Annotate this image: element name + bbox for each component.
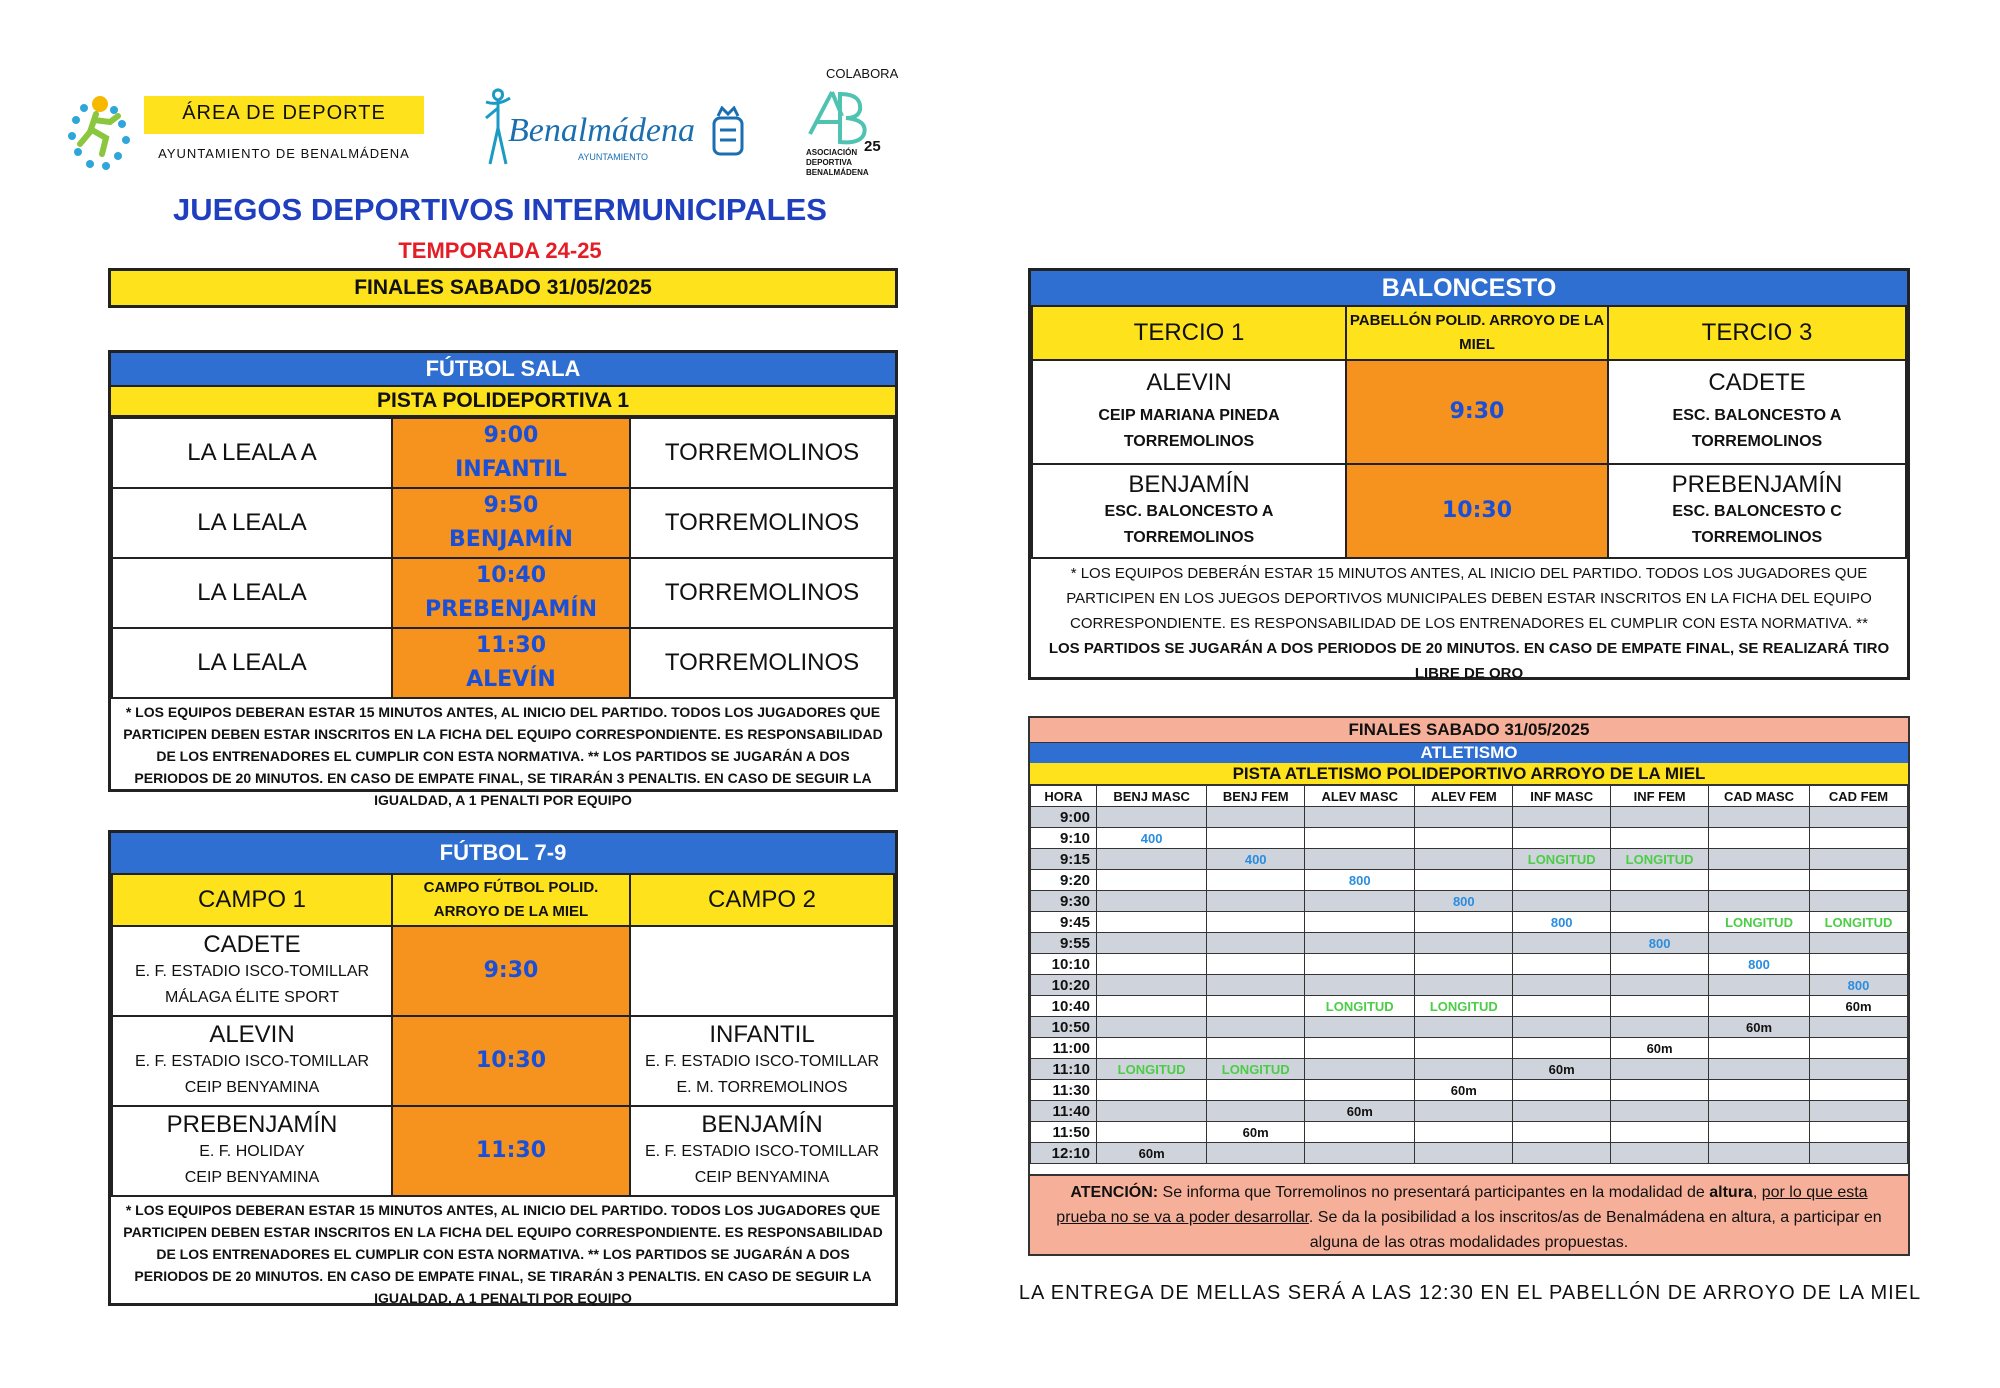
event-cell-cad-masc bbox=[1709, 1038, 1810, 1059]
event-cell-alev-fem bbox=[1415, 933, 1513, 954]
time-cell: 10:10 bbox=[1031, 954, 1097, 975]
event-cell-cad-masc bbox=[1709, 1059, 1810, 1080]
futbol79-title: FÚTBOL 7-9 bbox=[111, 833, 895, 873]
event-cell-cad-fem bbox=[1810, 1122, 1908, 1143]
logo-asociacion bbox=[800, 86, 900, 186]
event-cell-alev-fem bbox=[1415, 912, 1513, 933]
colabora-label: COLABORA bbox=[826, 66, 899, 81]
logo-area-deporte bbox=[62, 92, 432, 172]
event-cell-alev-fem bbox=[1415, 828, 1513, 849]
team-a: ESC. BALONCESTO A bbox=[1672, 407, 1842, 424]
event-cell-inf-fem bbox=[1611, 1101, 1709, 1122]
event-cell-cad-fem bbox=[1810, 1080, 1908, 1101]
campo1-header: CAMPO 1 bbox=[112, 874, 392, 926]
event-cell-alev-masc bbox=[1305, 1122, 1415, 1143]
table-row bbox=[112, 1106, 894, 1196]
category: ALEVIN bbox=[1146, 369, 1232, 396]
event-cell-benj-masc bbox=[1097, 1101, 1207, 1122]
table-header-row bbox=[1031, 786, 1908, 807]
match-time: 10:30 bbox=[1441, 498, 1513, 523]
event-cell-inf-fem bbox=[1611, 1017, 1709, 1038]
event-cell-benj-fem bbox=[1207, 1038, 1305, 1059]
event-cell-inf-masc bbox=[1513, 1038, 1611, 1059]
event-cell-inf-fem bbox=[1611, 1122, 1709, 1143]
category: CADETE bbox=[203, 931, 301, 958]
event-cell-benj-masc: 400 bbox=[1097, 828, 1207, 849]
team-a: ESC. BALONCESTO A bbox=[1104, 503, 1274, 520]
attention-text: Se informa que Torremolinos no presentará participantes en la modalidad de bbox=[1158, 1184, 1710, 1201]
team-b: TORREMOLINOS bbox=[1691, 529, 1823, 546]
area-deporte-label: ÁREA DE DEPORTE bbox=[182, 102, 386, 124]
event-cell-alev-masc bbox=[1305, 1038, 1415, 1059]
team-b: TORREMOLINOS bbox=[1691, 433, 1823, 450]
event-cell-benj-fem bbox=[1207, 954, 1305, 975]
match-time: 11:30 bbox=[475, 633, 547, 658]
event-cell-benj-fem bbox=[1207, 975, 1305, 996]
event-cell-inf-fem bbox=[1611, 891, 1709, 912]
time-cell: 11:50 bbox=[1031, 1122, 1097, 1143]
event-cell-alev-fem: LONGITUD bbox=[1415, 996, 1513, 1017]
event-cell-cad-masc: LONGITUD bbox=[1709, 912, 1810, 933]
event-cell-cad-fem bbox=[1810, 807, 1908, 828]
team-a: E. F. ESTADIO ISCO-TOMILLAR bbox=[644, 1143, 880, 1160]
team-b: TORREMOLINOS bbox=[1123, 433, 1255, 450]
event-cell-alev-fem bbox=[1415, 1038, 1513, 1059]
team-b: TORREMOLINOS bbox=[1123, 529, 1255, 546]
event-cell-alev-fem: 60m bbox=[1415, 1080, 1513, 1101]
ab-logo-icon bbox=[802, 86, 882, 146]
event-cell-cad-masc: 60m bbox=[1709, 1017, 1810, 1038]
table-row bbox=[112, 628, 894, 698]
event-cell-inf-masc bbox=[1513, 996, 1611, 1017]
match-category: PREBENJAMÍN bbox=[424, 597, 597, 622]
event-cell-benj-masc bbox=[1097, 933, 1207, 954]
logo-benalmadena bbox=[478, 88, 748, 170]
col-alev-fem: ALEV FEM bbox=[1415, 786, 1513, 807]
event-cell-benj-masc bbox=[1097, 870, 1207, 891]
event-cell-benj-fem bbox=[1207, 1080, 1305, 1101]
atletismo-venue: PISTA ATLETISMO POLIDEPORTIVO ARROYO DE LA MIEL bbox=[1030, 763, 1908, 785]
table-row bbox=[112, 926, 894, 1016]
event-cell-alev-fem bbox=[1415, 807, 1513, 828]
event-cell-cad-masc bbox=[1709, 1101, 1810, 1122]
time-cell: 9:15 bbox=[1031, 849, 1097, 870]
event-cell-benj-masc bbox=[1097, 1038, 1207, 1059]
event-cell-benj-masc: LONGITUD bbox=[1097, 1059, 1207, 1080]
event-cell-inf-fem bbox=[1611, 870, 1709, 891]
col-benj-fem: BENJ FEM bbox=[1207, 786, 1305, 807]
event-cell-cad-masc bbox=[1709, 1143, 1810, 1164]
event-cell-benj-masc bbox=[1097, 1080, 1207, 1101]
event-cell-inf-fem bbox=[1611, 1059, 1709, 1080]
event-cell-cad-fem bbox=[1810, 1059, 1908, 1080]
event-cell-benj-masc bbox=[1097, 849, 1207, 870]
event-cell-benj-fem: LONGITUD bbox=[1207, 1059, 1305, 1080]
ayuntamiento-label: AYUNTAMIENTO DE BENALMÁDENA bbox=[158, 146, 410, 161]
event-cell-cad-fem bbox=[1810, 849, 1908, 870]
event-cell-alev-fem bbox=[1415, 870, 1513, 891]
event-cell-alev-masc bbox=[1305, 807, 1415, 828]
event-cell-benj-masc bbox=[1097, 1017, 1207, 1038]
attention-text-end: . Se da la posibilidad a los inscritos/as de Benalmádena en altura, a participar en alguna de las otras modalidades propuestas. bbox=[1308, 1209, 1882, 1251]
match-time: 9:30 bbox=[1449, 399, 1505, 424]
table-row bbox=[1031, 807, 1908, 828]
event-cell-benj-fem bbox=[1207, 912, 1305, 933]
table-row bbox=[1031, 912, 1908, 933]
event-cell-alev-fem: 800 bbox=[1415, 891, 1513, 912]
home-team: LA LEALA bbox=[112, 488, 392, 558]
team-b: CEIP BENYAMINA bbox=[184, 1169, 320, 1186]
event-cell-cad-masc bbox=[1709, 1080, 1810, 1101]
event-cell-inf-masc bbox=[1513, 954, 1611, 975]
table-row bbox=[1031, 849, 1908, 870]
futbol-sala-venue: PISTA POLIDEPORTIVA 1 bbox=[111, 385, 895, 417]
table-row bbox=[112, 558, 894, 628]
event-cell-inf-masc: 800 bbox=[1513, 912, 1611, 933]
event-cell-benj-fem bbox=[1207, 933, 1305, 954]
event-cell-inf-fem: 60m bbox=[1611, 1038, 1709, 1059]
event-cell-benj-masc bbox=[1097, 912, 1207, 933]
event-cell-cad-fem bbox=[1810, 828, 1908, 849]
match-time: 11:30 bbox=[475, 1138, 547, 1163]
event-cell-cad-masc bbox=[1709, 996, 1810, 1017]
away-team: TORREMOLINOS bbox=[630, 628, 894, 698]
attention-label: ATENCIÓN: bbox=[1070, 1184, 1159, 1201]
event-cell-alev-masc bbox=[1305, 912, 1415, 933]
attention-sep: , bbox=[1752, 1184, 1762, 1201]
time-cell: 9:20 bbox=[1031, 870, 1097, 891]
table-row bbox=[1032, 360, 1906, 464]
category: ALEVIN bbox=[209, 1021, 295, 1048]
col-cad-fem: CAD FEM bbox=[1810, 786, 1908, 807]
event-cell-benj-fem bbox=[1207, 1017, 1305, 1038]
time-cell: 10:20 bbox=[1031, 975, 1097, 996]
event-cell-benj-fem bbox=[1207, 996, 1305, 1017]
event-cell-benj-fem bbox=[1207, 828, 1305, 849]
match-category: BENJAMÍN bbox=[449, 527, 573, 552]
event-cell-inf-masc bbox=[1513, 975, 1611, 996]
event-cell-benj-masc bbox=[1097, 891, 1207, 912]
table-header-row bbox=[1032, 306, 1906, 360]
benalmadena-name: Benalmádena bbox=[508, 112, 695, 149]
asoc-line3: BENALMÁDENA bbox=[806, 168, 869, 177]
event-cell-cad-fem: 800 bbox=[1810, 975, 1908, 996]
footer-note: LA ENTREGA DE MELLAS SERÁ A LAS 12:30 EN EL PABELLÓN DE ARROYO DE LA MIEL bbox=[1018, 1282, 1922, 1304]
event-cell-cad-fem bbox=[1810, 1017, 1908, 1038]
match-category: INFANTIL bbox=[455, 457, 567, 482]
event-cell-alev-fem bbox=[1415, 1059, 1513, 1080]
event-cell-alev-masc bbox=[1305, 1080, 1415, 1101]
col-hora: HORA bbox=[1031, 786, 1097, 807]
event-cell-alev-masc bbox=[1305, 975, 1415, 996]
event-cell-cad-fem bbox=[1810, 1101, 1908, 1122]
table-row bbox=[112, 488, 894, 558]
atletismo-table bbox=[1030, 785, 1908, 1164]
event-cell-cad-masc bbox=[1709, 1122, 1810, 1143]
event-cell-benj-fem bbox=[1207, 891, 1305, 912]
event-cell-alev-fem bbox=[1415, 1143, 1513, 1164]
event-cell-inf-fem bbox=[1611, 912, 1709, 933]
time-cell: 9:30 bbox=[1031, 891, 1097, 912]
event-cell-inf-fem bbox=[1611, 1143, 1709, 1164]
event-cell-inf-masc bbox=[1513, 1080, 1611, 1101]
event-cell-benj-fem: 60m bbox=[1207, 1122, 1305, 1143]
event-cell-alev-masc: 60m bbox=[1305, 1101, 1415, 1122]
tercio3-header: TERCIO 3 bbox=[1608, 306, 1906, 360]
time-cell: 11:40 bbox=[1031, 1101, 1097, 1122]
event-cell-alev-masc bbox=[1305, 1059, 1415, 1080]
event-cell-inf-fem bbox=[1611, 1080, 1709, 1101]
event-cell-inf-masc: 60m bbox=[1513, 1059, 1611, 1080]
event-cell-inf-fem bbox=[1611, 954, 1709, 975]
event-cell-cad-masc bbox=[1709, 849, 1810, 870]
event-cell-alev-masc: 800 bbox=[1305, 870, 1415, 891]
futbol79-note: * LOS EQUIPOS DEBERAN ESTAR 15 MINUTOS ANTES, AL INICIO DEL PARTIDO. TODOS LOS JUGADORES QUE PARTICIPEN DEBEN ESTAR INSCRITOS EN LA FICHA DEL EQUIPO CORRESPONDIENTE. ES RESPONSABILIDAD DE LOS ENTRENADORES EL CUMPLIR CON ESTA NORMATIVA. ** LOS PARTIDOS SE JUGARÁN A DOS PERIODOS DE 20 MINUTOS. EN CASO DE EMPATE FINAL, SE TIRARÁN 3 PENALTIS. EN CASO DE SEGUIR LA IGUALDAD, A 1 PENALTI POR EQUIPO bbox=[123, 1202, 883, 1306]
home-team: LA LEALA A bbox=[112, 418, 392, 488]
away-team: TORREMOLINOS bbox=[630, 488, 894, 558]
event-cell-alev-masc bbox=[1305, 933, 1415, 954]
asoc-number: 25 bbox=[864, 138, 881, 155]
event-cell-inf-masc bbox=[1513, 1017, 1611, 1038]
event-cell-alev-fem bbox=[1415, 975, 1513, 996]
event-cell-benj-fem bbox=[1207, 870, 1305, 891]
event-cell-cad-fem: LONGITUD bbox=[1810, 912, 1908, 933]
finals-banner: FINALES SABADO 31/05/2025 bbox=[108, 268, 898, 308]
atletismo-finals: FINALES SABADO 31/05/2025 bbox=[1030, 718, 1908, 743]
event-cell-benj-masc bbox=[1097, 975, 1207, 996]
event-cell-cad-masc bbox=[1709, 975, 1810, 996]
venue-header: PABELLÓN POLID. ARROYO DE LA MIEL bbox=[1346, 306, 1608, 360]
futbol-sala-table bbox=[111, 417, 895, 699]
match-time: 9:00 bbox=[483, 423, 539, 448]
event-cell-alev-fem bbox=[1415, 1122, 1513, 1143]
table-row bbox=[1031, 954, 1908, 975]
table-row bbox=[1031, 1122, 1908, 1143]
tercio1-header: TERCIO 1 bbox=[1032, 306, 1346, 360]
match-time: 10:30 bbox=[475, 1048, 547, 1073]
time-cell: 9:10 bbox=[1031, 828, 1097, 849]
table-row bbox=[1031, 1101, 1908, 1122]
team-b: CEIP BENYAMINA bbox=[184, 1079, 320, 1096]
event-cell-inf-masc bbox=[1513, 933, 1611, 954]
event-cell-benj-masc bbox=[1097, 996, 1207, 1017]
home-team: LA LEALA bbox=[112, 558, 392, 628]
col-inf-masc: INF MASC bbox=[1513, 786, 1611, 807]
table-row bbox=[1032, 464, 1906, 558]
table-row bbox=[1031, 1080, 1908, 1101]
event-cell-inf-masc bbox=[1513, 870, 1611, 891]
event-cell-benj-fem bbox=[1207, 1143, 1305, 1164]
category: PREBENJAMÍN bbox=[1671, 471, 1843, 498]
baloncesto-note: * LOS EQUIPOS DEBERÁN ESTAR 15 MINUTOS ANTES, AL INICIO DEL PARTIDO. TODOS LOS JUGADORES QUE PARTICIPEN EN LOS JUEGOS DEPORTIVOS MUNICIPALES DEBEN ESTAR INSCRITOS EN LA FICHA DEL EQUIPO CORRESPONDIENTE. ES RESPONSABILIDAD DE LOS ENTRENADORES EL CUMPLIR CON ESTA NORMATIVA. ** bbox=[1066, 565, 1872, 632]
coat-of-arms-icon bbox=[710, 106, 746, 162]
attention-box bbox=[1030, 1174, 1908, 1254]
table-row bbox=[1031, 996, 1908, 1017]
asoc-line2: DEPORTIVA bbox=[806, 158, 853, 167]
match-time: 9:30 bbox=[483, 958, 539, 983]
asoc-line1: ASOCIACIÓN bbox=[806, 148, 858, 157]
futbol79-table bbox=[111, 873, 895, 1197]
event-cell-inf-masc bbox=[1513, 891, 1611, 912]
event-cell-cad-masc bbox=[1709, 828, 1810, 849]
table-row bbox=[1031, 1038, 1908, 1059]
season-label: TEMPORADA 24-25 bbox=[398, 238, 602, 263]
match-time: 9:50 bbox=[483, 493, 539, 518]
match-category: ALEVÍN bbox=[466, 667, 556, 692]
event-cell-alev-masc bbox=[1305, 954, 1415, 975]
event-cell-cad-fem bbox=[1810, 870, 1908, 891]
event-cell-benj-fem: 400 bbox=[1207, 849, 1305, 870]
time-cell: 10:40 bbox=[1031, 996, 1097, 1017]
table-row bbox=[1031, 870, 1908, 891]
category: INFANTIL bbox=[709, 1021, 815, 1048]
event-cell-benj-masc bbox=[1097, 807, 1207, 828]
category: CADETE bbox=[1708, 369, 1806, 396]
event-cell-inf-masc bbox=[1513, 1101, 1611, 1122]
baloncesto-table bbox=[1031, 305, 1907, 559]
team-a: E. F. HOLIDAY bbox=[199, 1143, 305, 1160]
event-cell-inf-masc bbox=[1513, 828, 1611, 849]
time-cell: 10:50 bbox=[1031, 1017, 1097, 1038]
table-row bbox=[1031, 975, 1908, 996]
event-cell-cad-masc bbox=[1709, 891, 1810, 912]
table-row bbox=[1031, 1143, 1908, 1164]
runner-icon bbox=[62, 92, 138, 172]
time-cell: 11:30 bbox=[1031, 1080, 1097, 1101]
away-team: TORREMOLINOS bbox=[630, 418, 894, 488]
venue-header: CAMPO FÚTBOL POLID. ARROYO DE LA MIEL bbox=[392, 874, 630, 926]
futbol79-section bbox=[108, 830, 898, 1306]
team-b: CEIP BENYAMINA bbox=[694, 1169, 830, 1186]
table-header-row bbox=[112, 874, 894, 926]
event-cell-inf-masc bbox=[1513, 1143, 1611, 1164]
team-a: CEIP MARIANA PINEDA bbox=[1098, 407, 1280, 424]
event-cell-alev-masc bbox=[1305, 1143, 1415, 1164]
baloncesto-section bbox=[1028, 268, 1910, 680]
team-b: MÁLAGA ÉLITE SPORT bbox=[165, 989, 339, 1006]
table-row bbox=[112, 418, 894, 488]
event-cell-inf-fem: 800 bbox=[1611, 933, 1709, 954]
event-cell-benj-fem bbox=[1207, 807, 1305, 828]
event-cell-inf-fem: LONGITUD bbox=[1611, 849, 1709, 870]
event-cell-cad-fem: 60m bbox=[1810, 996, 1908, 1017]
attention-bold: altura bbox=[1709, 1184, 1753, 1201]
table-row bbox=[1031, 1017, 1908, 1038]
event-cell-alev-masc bbox=[1305, 828, 1415, 849]
event-cell-cad-fem bbox=[1810, 891, 1908, 912]
table-row bbox=[112, 1016, 894, 1106]
time-cell: 9:00 bbox=[1031, 807, 1097, 828]
team-b: E. M. TORREMOLINOS bbox=[676, 1079, 848, 1096]
attention-underlined: por lo que esta prueba no se va a poder desarrollar bbox=[1056, 1184, 1868, 1226]
home-team: LA LEALA bbox=[112, 628, 392, 698]
event-cell-alev-fem bbox=[1415, 1017, 1513, 1038]
event-cell-alev-fem bbox=[1415, 1101, 1513, 1122]
time-cell: 11:10 bbox=[1031, 1059, 1097, 1080]
event-cell-alev-fem bbox=[1415, 954, 1513, 975]
event-cell-alev-masc bbox=[1305, 849, 1415, 870]
event-cell-benj-masc bbox=[1097, 954, 1207, 975]
time-cell: 11:00 bbox=[1031, 1038, 1097, 1059]
event-cell-benj-masc bbox=[1097, 1122, 1207, 1143]
col-cad-masc: CAD MASC bbox=[1709, 786, 1810, 807]
futbol-sala-note: * LOS EQUIPOS DEBERAN ESTAR 15 MINUTOS ANTES, AL INICIO DEL PARTIDO. TODOS LOS JUGADORES QUE PARTICIPEN DEBEN ESTAR INSCRITOS EN LA FICHA DEL EQUIPO CORRESPONDIENTE. ES RESPONSABILIDAD DE LOS ENTRENADORES EL CUMPLIR CON ESTA NORMATIVA. ** LOS PARTIDOS SE JUGARÁN A DOS PERIODOS DE 20 MINUTOS. EN CASO DE EMPATE FINAL, SE TIRARÁN 3 PENALTIS. EN CASO DE SEGUIR LA IGUALDAD, A 1 PENALTI POR EQUIPO bbox=[123, 704, 883, 808]
event-cell-cad-masc bbox=[1709, 870, 1810, 891]
page-title: JUEGOS DEPORTIVOS INTERMUNICIPALES bbox=[173, 192, 827, 227]
event-cell-alev-masc bbox=[1305, 891, 1415, 912]
baloncesto-title: BALONCESTO bbox=[1031, 271, 1907, 305]
team-a: E. F. ESTADIO ISCO-TOMILLAR bbox=[644, 1053, 880, 1070]
category: PREBENJAMÍN bbox=[166, 1111, 338, 1138]
event-cell-inf-fem bbox=[1611, 828, 1709, 849]
table-row bbox=[1031, 828, 1908, 849]
col-inf-fem: INF FEM bbox=[1611, 786, 1709, 807]
event-cell-alev-masc bbox=[1305, 1017, 1415, 1038]
futbol-sala-title: FÚTBOL SALA bbox=[111, 353, 895, 385]
time-cell: 12:10 bbox=[1031, 1143, 1097, 1164]
event-cell-benj-fem bbox=[1207, 1101, 1305, 1122]
futbol-sala-section bbox=[108, 350, 898, 808]
event-cell-cad-fem bbox=[1810, 1143, 1908, 1164]
event-cell-inf-fem bbox=[1611, 975, 1709, 996]
table-row bbox=[1031, 1059, 1908, 1080]
ayuntamiento-sub: AYUNTAMIENTO bbox=[578, 152, 649, 162]
event-cell-inf-masc bbox=[1513, 1122, 1611, 1143]
event-cell-inf-fem bbox=[1611, 996, 1709, 1017]
team-a: E. F. ESTADIO ISCO-TOMILLAR bbox=[134, 963, 370, 980]
event-cell-cad-masc bbox=[1709, 933, 1810, 954]
event-cell-cad-masc bbox=[1709, 807, 1810, 828]
col-benj-masc: BENJ MASC bbox=[1097, 786, 1207, 807]
col-alev-masc: ALEV MASC bbox=[1305, 786, 1415, 807]
event-cell-inf-fem bbox=[1611, 807, 1709, 828]
campo2-header: CAMPO 2 bbox=[630, 874, 894, 926]
away-team: TORREMOLINOS bbox=[630, 558, 894, 628]
event-cell-benj-masc: 60m bbox=[1097, 1143, 1207, 1164]
event-cell-alev-masc: LONGITUD bbox=[1305, 996, 1415, 1017]
event-cell-cad-fem bbox=[1810, 954, 1908, 975]
team-a: E. F. ESTADIO ISCO-TOMILLAR bbox=[134, 1053, 370, 1070]
baloncesto-rules: LOS PARTIDOS SE JUGARÁN A DOS PERIODOS DE 20 MINUTOS. EN CASO DE EMPATE FINAL, SE REALIZARÁ TIRO LIBRE DE ORO bbox=[1048, 640, 1890, 682]
event-cell-alev-fem bbox=[1415, 849, 1513, 870]
match-time: 10:40 bbox=[475, 563, 547, 588]
time-cell: 9:45 bbox=[1031, 912, 1097, 933]
event-cell-inf-masc bbox=[1513, 807, 1611, 828]
atletismo-title: ATLETISMO bbox=[1030, 743, 1908, 763]
team-a: ESC. BALONCESTO C bbox=[1672, 503, 1842, 520]
event-cell-cad-masc: 800 bbox=[1709, 954, 1810, 975]
event-cell-inf-masc: LONGITUD bbox=[1513, 849, 1611, 870]
time-cell: 9:55 bbox=[1031, 933, 1097, 954]
event-cell-cad-fem bbox=[1810, 1038, 1908, 1059]
event-cell-cad-fem bbox=[1810, 933, 1908, 954]
table-row bbox=[1031, 891, 1908, 912]
category: BENJAMÍN bbox=[701, 1111, 823, 1138]
atletismo-section bbox=[1028, 716, 1910, 1256]
table-row bbox=[1031, 933, 1908, 954]
category: BENJAMÍN bbox=[1128, 471, 1250, 498]
